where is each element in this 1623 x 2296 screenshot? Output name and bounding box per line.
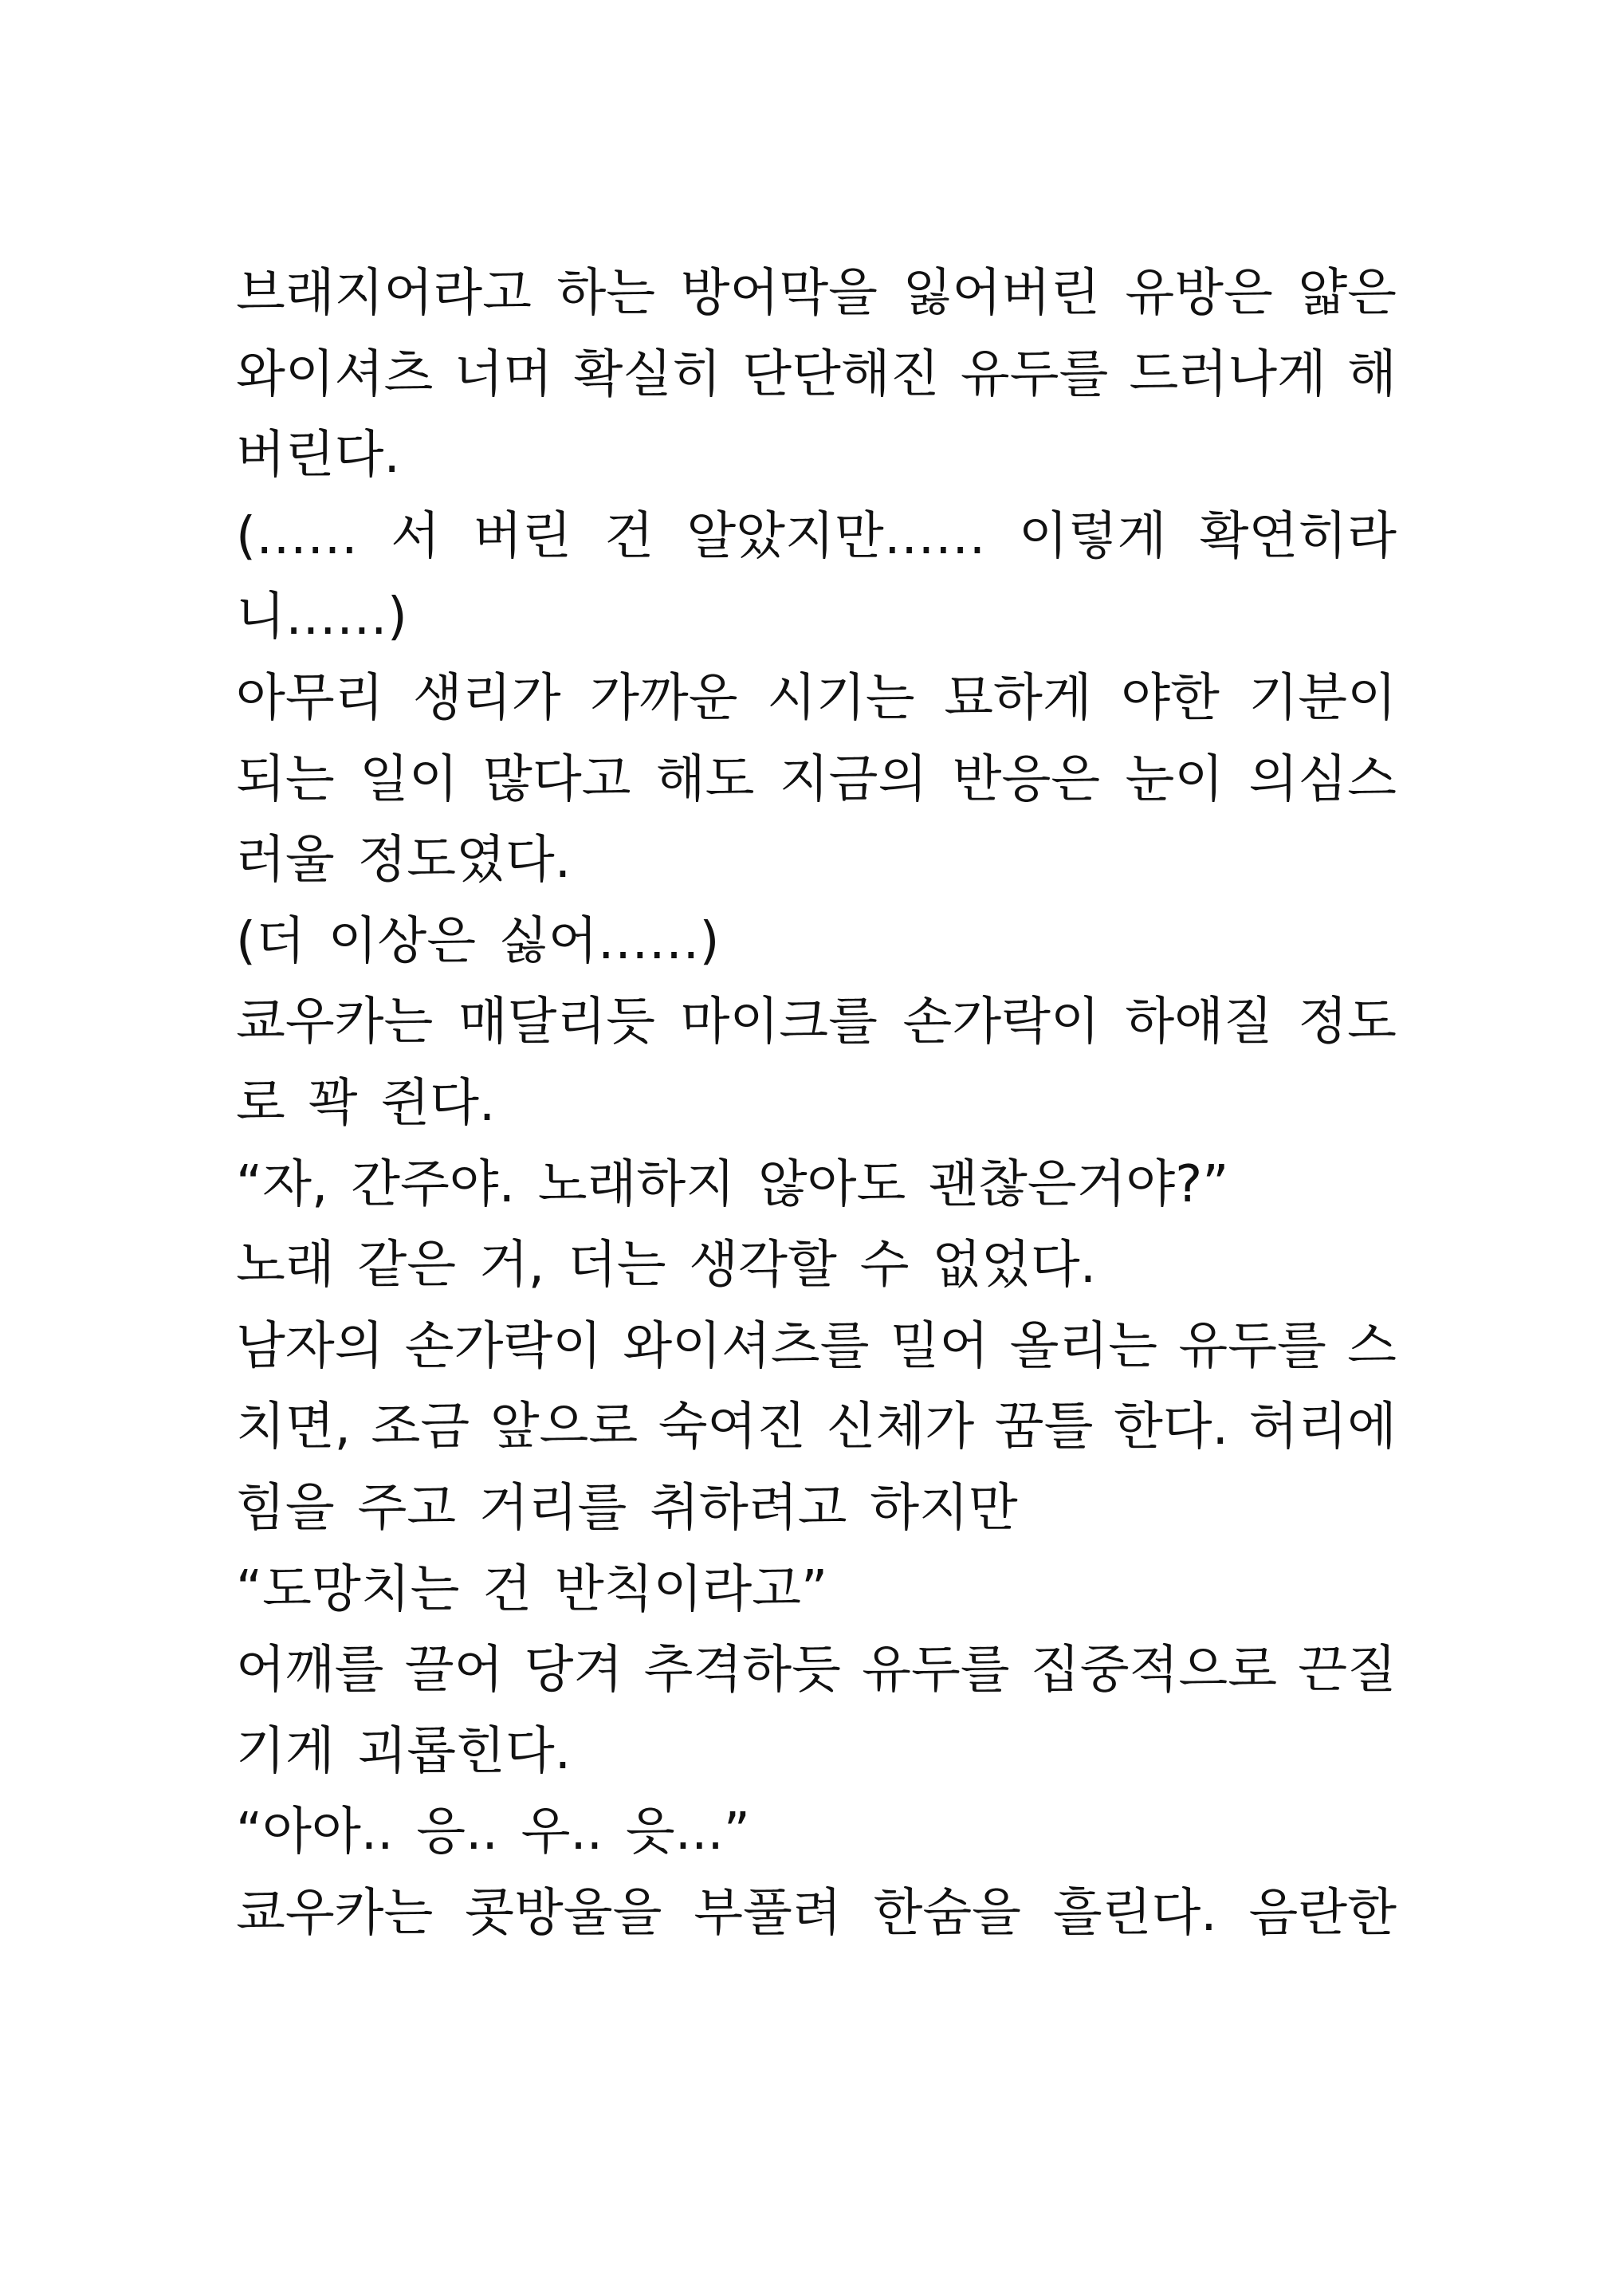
word: 싫어……) [498, 911, 720, 971]
word: 매달리듯 [458, 993, 656, 1052]
word: 올리는 [1009, 1316, 1158, 1376]
word: 유두를 [1178, 1316, 1326, 1376]
word: 같은 [357, 1236, 457, 1295]
word: 응.. [416, 1803, 498, 1862]
text-line [236, 1550, 1397, 1631]
word: 잃어버린 [902, 264, 1100, 323]
text-line [236, 1468, 1397, 1550]
word: 쿄우카는 [236, 1883, 434, 1943]
word: 생리가 [413, 668, 561, 728]
text-line [236, 1387, 1397, 1468]
text-line [236, 1873, 1397, 1955]
word: 브래지어라고 [236, 264, 532, 323]
text-line [236, 254, 1397, 335]
word: 않아도 [757, 1154, 906, 1214]
text-line [236, 497, 1397, 578]
word: 추격하듯 [643, 1641, 841, 1700]
word: 시기는 [767, 668, 915, 728]
word: 콧방울을 [465, 1883, 662, 1943]
word: 한숨을 [873, 1883, 1021, 1943]
word: 치면, [236, 1398, 351, 1457]
text-line [236, 335, 1397, 416]
text-line [236, 415, 1397, 497]
word: 기분이 [1248, 668, 1397, 728]
word: 스 [1347, 1316, 1397, 1376]
word: 당겨 [524, 1641, 623, 1700]
word: 한다. [1113, 1398, 1228, 1457]
text-line [236, 982, 1397, 1063]
word: 이상은 [328, 911, 477, 971]
word: 묘하게 [944, 668, 1092, 728]
word: “아아.. [236, 1803, 394, 1862]
word: 앞으로 [489, 1398, 639, 1457]
text-line [236, 1792, 1397, 1873]
word: 얇은 [1298, 264, 1397, 323]
word: 우.. [521, 1803, 603, 1862]
text-line [236, 902, 1397, 983]
word: 어깨를 [236, 1641, 384, 1700]
text-line [236, 1225, 1397, 1307]
word: 니……) [236, 588, 407, 647]
word: 유두를 [960, 344, 1109, 404]
word: 확실히 [573, 344, 721, 404]
word: 해 [1347, 344, 1397, 404]
word: 없었다. [932, 1236, 1097, 1295]
word: 손가락이 [404, 1316, 603, 1376]
word: 간주야. [351, 1154, 515, 1214]
word: 일이 [360, 749, 458, 809]
word: 이렇게 [1018, 506, 1167, 566]
word: 알았지만…… [686, 506, 986, 566]
word: 버린다. [236, 426, 400, 486]
word: 방어막을 [680, 264, 878, 323]
word: 쥔다. [380, 1073, 496, 1133]
word: 야한 [1121, 668, 1220, 728]
word: 끈질 [1298, 1641, 1397, 1700]
word: 읏...” [625, 1803, 750, 1862]
word: 더는 [567, 1236, 666, 1295]
word: 밀어 [890, 1316, 989, 1376]
word: 음란한 [1248, 1883, 1397, 1943]
word: (더 [236, 911, 305, 971]
word: 러울 [236, 831, 335, 890]
word: 취하려고 [650, 1478, 847, 1538]
word: 아무리 [236, 668, 384, 728]
word: (…… [236, 506, 358, 566]
text-line [236, 1712, 1397, 1793]
word: 생각할 [689, 1236, 837, 1295]
word: 손가락이 [902, 993, 1100, 1052]
word: 와이셔츠 [236, 344, 434, 404]
word: 반칙이라고” [554, 1559, 828, 1619]
word: 마이크를 [680, 993, 878, 1052]
word: 주고 [357, 1478, 457, 1538]
word: 유방은 [1125, 264, 1273, 323]
word: 유두를 [862, 1641, 1010, 1700]
word: 하얘질 [1125, 993, 1273, 1052]
word: 노래 [236, 1236, 335, 1295]
word: 확연히라 [1199, 506, 1397, 566]
word: 건 [604, 506, 654, 566]
text-line [236, 1145, 1397, 1226]
text-line [236, 577, 1397, 659]
word: 가까운 [590, 668, 738, 728]
word: 버린 [473, 506, 572, 566]
text-line [236, 1630, 1397, 1712]
word: 와이셔츠를 [623, 1316, 870, 1376]
word: 정도였다. [357, 831, 572, 890]
word: 쿄우카는 [236, 993, 434, 1052]
word: 괜찮은거야?” [929, 1154, 1229, 1214]
word: 로 [236, 1073, 285, 1133]
word: 눈이 [1125, 749, 1224, 809]
word: 단단해진 [742, 344, 940, 404]
word: 꽉 [308, 1073, 358, 1133]
word: 건 [482, 1559, 532, 1619]
word: 서 [391, 506, 441, 566]
word: “도망치는 [236, 1559, 460, 1619]
word: 숙여진 [658, 1398, 807, 1457]
word: 되는 [236, 749, 335, 809]
word: 거, [478, 1236, 545, 1295]
word: 힘을 [236, 1478, 335, 1538]
word: 노래하지 [537, 1154, 736, 1214]
word: 부풀려 [694, 1883, 842, 1943]
word: 집중적으로 [1030, 1641, 1278, 1700]
word: 하지만 [870, 1478, 1018, 1538]
word: 의심스 [1248, 749, 1397, 809]
word: 반응은 [952, 749, 1101, 809]
word: 해도 [655, 749, 755, 809]
text-line [236, 1307, 1397, 1388]
word: 끌어 [404, 1641, 504, 1700]
text-line [236, 740, 1397, 821]
word: 많다고 [483, 749, 631, 809]
word: 조금 [371, 1398, 470, 1457]
word: 꿈틀 [994, 1398, 1094, 1457]
text-line [236, 820, 1397, 902]
text-line [236, 1063, 1397, 1145]
word: 흘린다. [1052, 1883, 1217, 1943]
word: 너머 [454, 344, 553, 404]
word: 수 [859, 1236, 910, 1295]
word: “자, [236, 1154, 328, 1214]
word: 드러나게 [1129, 344, 1326, 404]
word: 지금의 [779, 749, 928, 809]
word: 하는 [556, 264, 656, 323]
word: 괴롭힌다. [357, 1721, 572, 1781]
word: 허리에 [1248, 1398, 1397, 1457]
word: 남자의 [236, 1316, 384, 1376]
word: 정도 [1298, 993, 1397, 1052]
word: 신체가 [826, 1398, 975, 1457]
word: 거리를 [478, 1478, 627, 1538]
text-line [236, 659, 1397, 740]
word: 기게 [236, 1721, 335, 1781]
body-text [236, 254, 1397, 1954]
